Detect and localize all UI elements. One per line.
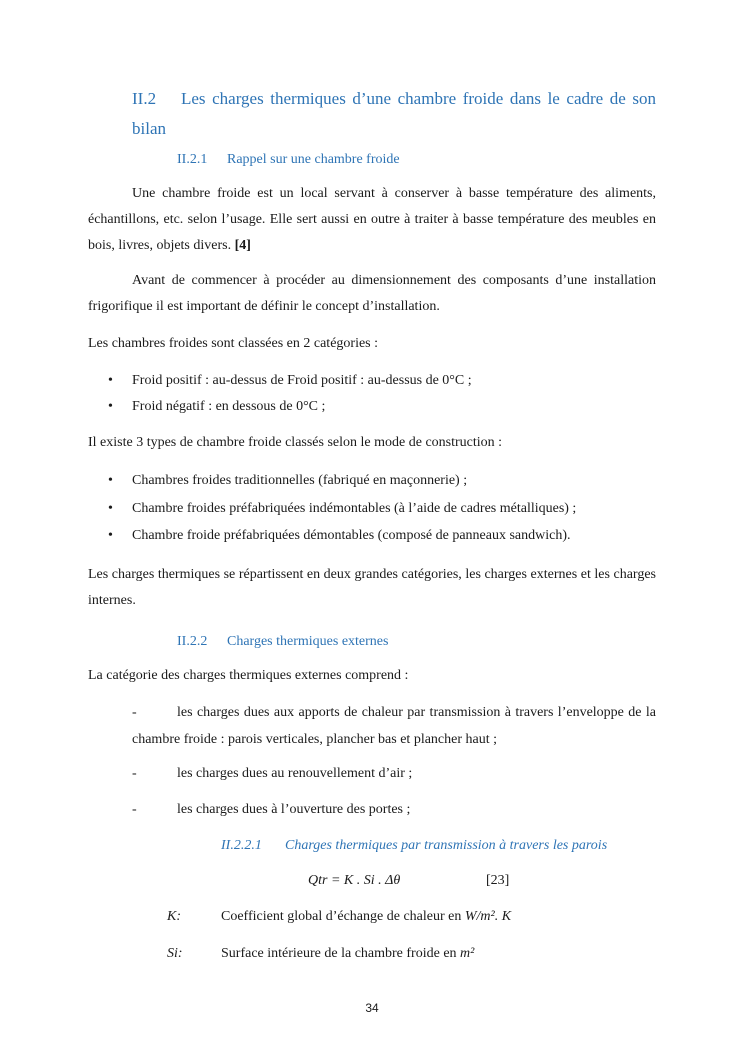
subsection-title: Rappel sur une chambre froide [227, 152, 400, 167]
subsubsection-number: II.2.2.1 [221, 838, 262, 853]
definition-description: Surface intérieure de la chambre froide en [221, 946, 461, 961]
section-heading [132, 84, 656, 144]
subsection-number: II.2.2 [177, 634, 208, 649]
list-item-text: Froid positif : au-dessus de Froid positif : au-dessus de 0°C ; [132, 373, 472, 388]
list-item [108, 399, 325, 415]
list-item-text: Froid négatif : en dessous de 0°C ; [132, 399, 326, 414]
bullet-icon: • [108, 399, 113, 414]
subsection-heading-rappel [177, 152, 400, 168]
bullet-icon: • [108, 501, 113, 516]
section-number: II.2 [132, 89, 157, 108]
list-item-text: Chambre froide préfabriquées démontables (composé de panneaux sandwich). [132, 528, 571, 543]
subsection-title: Charges thermiques externes [227, 634, 389, 649]
list-item [108, 528, 571, 544]
dash-marker: - [132, 705, 137, 720]
list-item [132, 760, 656, 787]
list-item [108, 373, 472, 389]
paragraph-charges-categories: Les charges thermiques se répartissent en deux grandes catégories, les charges externes et les charges internes. [88, 567, 656, 608]
paragraph-concept: Avant de commencer à procéder au dimensionnement des composants d’une installation frigorifique il est important de définir le concept d’installation. [88, 273, 656, 314]
paragraph-types-intro: Il existe 3 types de chambre froide classés selon le mode de construction : [88, 435, 503, 450]
paragraph-categories-intro: Les chambres froides sont classées en 2 catégories : [88, 336, 379, 351]
subsubsection-heading [221, 838, 607, 854]
paragraph-externes-intro: La catégorie des charges thermiques externes comprend : [88, 668, 409, 683]
formula-reference: [23] [486, 873, 510, 888]
subsubsection-title: Charges thermiques par transmission à travers les parois [285, 838, 608, 853]
list-item-text: les charges dues aux apports de chaleur par transmission à travers l’enveloppe de la chambre froide : parois verticales, plancher bas et plancher haut ; [132, 705, 656, 747]
list-item [132, 699, 656, 753]
paragraph-definition [88, 181, 656, 259]
list-item [108, 501, 576, 517]
bullet-icon: • [108, 373, 113, 388]
subsection-number: II.2.1 [177, 152, 208, 167]
paragraph-text: Une chambre froide est un local servant à conserver à basse température des aliments, échantillons, etc. selon l’usage. Elle sert aussi en outre à traiter à basse température des meubles en bois, livres, objets divers. [88, 186, 656, 253]
list-item [108, 473, 467, 489]
subsection-heading-externes [177, 634, 388, 650]
formula-expression: Qtr = K . Si . Δθ [308, 873, 401, 888]
list-item [132, 796, 656, 823]
list-item-text: Chambres froides traditionnelles (fabriqué en maçonnerie) ; [132, 473, 468, 488]
bullet-icon: • [108, 528, 113, 543]
list-item-text: les charges dues à l’ouverture des portes ; [177, 802, 411, 817]
definition-unit: W/m². K [464, 909, 512, 924]
citation-reference: [4] [234, 238, 251, 253]
list-item-text: les charges dues au renouvellement d’air ; [177, 766, 413, 781]
list-item-text: Chambre froides préfabriquées indémontables (à l’aide de cadres métalliques) ; [132, 501, 577, 516]
section-title: Les charges thermiques d’une chambre froide dans le cadre de son bilan [132, 89, 656, 138]
definition-description: Coefficient global d’échange de chaleur en [221, 909, 465, 924]
definition-text [221, 946, 474, 962]
dash-marker: - [132, 802, 137, 817]
definition-text [221, 909, 511, 925]
bullet-icon: • [108, 473, 113, 488]
definition-symbol: Si: [167, 946, 183, 961]
definition-unit: m² [460, 946, 475, 961]
page-number: 34 [365, 1001, 379, 1015]
definition-symbol: K: [167, 909, 181, 924]
dash-marker: - [132, 766, 137, 781]
